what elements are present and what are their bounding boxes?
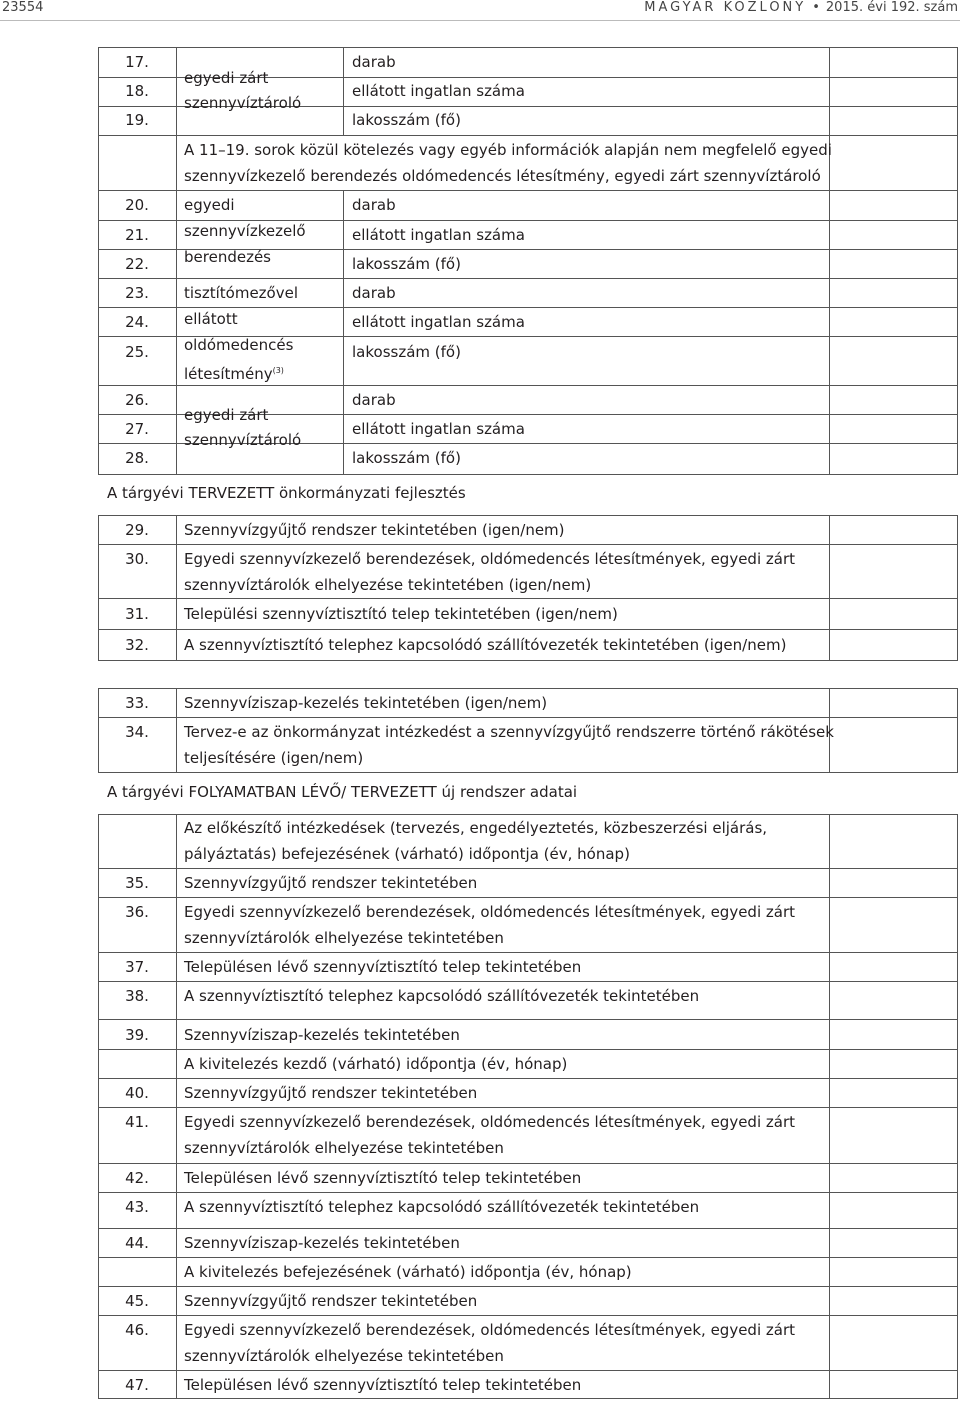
subheading: Az előkészítő intézkedések (tervezés, engedélyeztetés, közbeszerzési eljárás, bbox=[184, 819, 768, 837]
row-label: Szennyvíziszap-kezelés tekintetében (igen/nem) bbox=[184, 694, 548, 712]
row-number: 39. bbox=[125, 1026, 149, 1044]
note-line: A 11–19. sorok közül kötelezés vagy egyéb információk alapján nem megfelelő egyedi bbox=[184, 141, 832, 159]
row-label: darab bbox=[352, 53, 396, 71]
row-label: Tervez-e az önkormányzat intézkedést a szennyvízgyűjtő rendszerre történő rákötések bbox=[184, 723, 834, 741]
row-label: darab bbox=[352, 391, 396, 409]
row-divider bbox=[98, 1019, 958, 1020]
row-label: lakosszám (fő) bbox=[352, 449, 461, 467]
row-divider bbox=[98, 1228, 958, 1229]
row-divider bbox=[98, 952, 958, 953]
column-divider bbox=[176, 515, 177, 661]
row-label: Egyedi szennyvízkezelő berendezések, oldómedencés létesítmények, egyedi zárt bbox=[184, 1113, 795, 1131]
row-label: Szennyvíziszap-kezelés tekintetében bbox=[184, 1234, 460, 1252]
row-number: 26. bbox=[125, 391, 149, 409]
row-number: 37. bbox=[125, 958, 149, 976]
row-label: darab bbox=[352, 284, 396, 302]
row-label: szennyvíztárolók elhelyezése tekintetében bbox=[184, 1347, 504, 1365]
row-label: A szennyvíztisztító telephez kapcsolódó szállítóvezeték tekintetében (igen/nem) bbox=[184, 636, 787, 654]
row-divider bbox=[98, 1192, 958, 1193]
row-label: Szennyvízgyűjtő rendszer tekintetében bbox=[184, 1084, 478, 1102]
row-number: 43. bbox=[125, 1198, 149, 1216]
row-label: ellátott ingatlan száma bbox=[352, 226, 525, 244]
row-divider bbox=[98, 190, 958, 191]
row-label: darab bbox=[352, 196, 396, 214]
issue-number: 2015. évi 192. szám bbox=[825, 0, 958, 15]
row-number: 27. bbox=[125, 420, 149, 438]
row-label: Szennyvízgyűjtő rendszer tekintetében bbox=[184, 874, 478, 892]
section-title-ongoing: A tárgyévi FOLYAMATBAN LÉVŐ/ TERVEZETT új rendszer adatai bbox=[107, 783, 578, 801]
note-line: szennyvízkezelő berendezés oldómedencés létesítmény, egyedi zárt szennyvíztároló bbox=[184, 167, 821, 185]
row-number: 35. bbox=[125, 874, 149, 892]
row-label: ellátott ingatlan száma bbox=[352, 82, 525, 100]
column-divider bbox=[176, 688, 177, 773]
row-number: 18. bbox=[125, 82, 149, 100]
column-divider bbox=[829, 515, 830, 661]
row-label: szennyvíztárolók elhelyezése tekintetében (igen/nem) bbox=[184, 576, 592, 594]
column-divider bbox=[343, 190, 344, 475]
row-divider bbox=[98, 868, 958, 869]
row-number: 24. bbox=[125, 313, 149, 331]
group-label-23-25: oldómedencés bbox=[184, 336, 294, 354]
row-number: 22. bbox=[125, 255, 149, 273]
group-label-23-25: tisztítómezővel bbox=[184, 284, 299, 302]
row-number: 34. bbox=[125, 723, 149, 741]
row-number: 19. bbox=[125, 111, 149, 129]
row-number: 20. bbox=[125, 196, 149, 214]
row-number: 33. bbox=[125, 694, 149, 712]
row-number: 40. bbox=[125, 1084, 149, 1102]
row-label: Szennyvízgyűjtő rendszer tekintetében bbox=[184, 1292, 478, 1310]
row-number: 21. bbox=[125, 226, 149, 244]
row-label: szennyvíztárolók elhelyezése tekintetében bbox=[184, 1139, 504, 1157]
column-divider bbox=[829, 47, 830, 475]
row-label: lakosszám (fő) bbox=[352, 255, 461, 273]
row-divider bbox=[98, 1049, 958, 1050]
group-label-text: létesítmény bbox=[184, 365, 273, 383]
row-number: 36. bbox=[125, 903, 149, 921]
row-label: Településen lévő szennyvíztisztító telep tekintetében bbox=[184, 1169, 582, 1187]
group-label-23-25: ellátott bbox=[184, 310, 238, 328]
page-header bbox=[0, 0, 960, 22]
row-label: Egyedi szennyvízkezelő berendezések, oldómedencés létesítmények, egyedi zárt bbox=[184, 903, 795, 921]
row-divider bbox=[98, 981, 958, 982]
row-divider bbox=[98, 1257, 958, 1258]
row-number: 45. bbox=[125, 1292, 149, 1310]
row-divider bbox=[98, 897, 958, 898]
row-divider bbox=[98, 598, 958, 599]
row-label: lakosszám (fő) bbox=[352, 343, 461, 361]
page-number: 23554 bbox=[2, 0, 44, 15]
row-label: szennyvíztárolók elhelyezése tekintetében bbox=[184, 929, 504, 947]
row-number: 30. bbox=[125, 550, 149, 568]
column-divider bbox=[176, 47, 177, 475]
row-label: Településen lévő szennyvíztisztító telep tekintetében bbox=[184, 1376, 582, 1394]
row-divider bbox=[98, 544, 958, 545]
subheading: A kivitelezés befejezésének (várható) időpontja (év, hónap) bbox=[184, 1263, 632, 1281]
row-number: 32. bbox=[125, 636, 149, 654]
row-label: Településen lévő szennyvíztisztító telep tekintetében bbox=[184, 958, 582, 976]
row-label: Szennyvízgyűjtő rendszer tekintetében (igen/nem) bbox=[184, 521, 565, 539]
row-label: A szennyvíztisztító telephez kapcsolódó szállítóvezeték tekintetében bbox=[184, 1198, 700, 1216]
row-number: 42. bbox=[125, 1169, 149, 1187]
row-label: A szennyvíztisztító telephez kapcsolódó szállítóvezeték tekintetében bbox=[184, 987, 700, 1005]
subheading: A kivitelezés kezdő (várható) időpontja (év, hónap) bbox=[184, 1055, 568, 1073]
journal-title bbox=[644, 0, 958, 15]
row-number: 31. bbox=[125, 605, 149, 623]
row-divider bbox=[98, 717, 958, 718]
row-label: Települési szennyvíztisztító telep tekintetében (igen/nem) bbox=[184, 605, 618, 623]
row-number: 23. bbox=[125, 284, 149, 302]
row-label: Egyedi szennyvízkezelő berendezések, oldómedencés létesítmények, egyedi zárt bbox=[184, 1321, 795, 1339]
row-divider bbox=[98, 1370, 958, 1371]
group-label-17-19: egyedi zárt szennyvíztároló bbox=[184, 69, 302, 112]
footnote-marker: (3) bbox=[272, 366, 284, 375]
section-title-planned: A tárgyévi TERVEZETT önkormányzati fejlesztés bbox=[107, 484, 466, 502]
subheading: pályáztatás) befejezésének (várható) időpontja (év, hónap) bbox=[184, 845, 630, 863]
row-divider bbox=[98, 278, 958, 279]
row-number: 28. bbox=[125, 449, 149, 467]
row-number: 17. bbox=[125, 53, 149, 71]
row-divider bbox=[98, 1078, 958, 1079]
row-divider bbox=[98, 1315, 958, 1316]
row-number: 29. bbox=[125, 521, 149, 539]
row-divider bbox=[98, 629, 958, 630]
row-number: 44. bbox=[125, 1234, 149, 1252]
journal-name: MAGYAR KÖZLÖNY bbox=[644, 0, 807, 15]
row-number: 47. bbox=[125, 1376, 149, 1394]
group-label-20-22: szennyvízkezelő bbox=[184, 222, 306, 240]
row-number: 25. bbox=[125, 343, 149, 361]
row-label: lakosszám (fő) bbox=[352, 111, 461, 129]
row-number: 38. bbox=[125, 987, 149, 1005]
row-label: Szennyvíziszap-kezelés tekintetében bbox=[184, 1026, 460, 1044]
row-label: ellátott ingatlan száma bbox=[352, 420, 525, 438]
row-divider bbox=[98, 1107, 958, 1108]
row-divider bbox=[98, 1163, 958, 1164]
group-label-26-28: egyedi zárt szennyvíztároló bbox=[184, 406, 302, 449]
row-divider bbox=[98, 1286, 958, 1287]
row-number: 41. bbox=[125, 1113, 149, 1131]
row-label: Egyedi szennyvízkezelő berendezések, oldómedencés létesítmények, egyedi zárt bbox=[184, 550, 795, 568]
row-label: ellátott ingatlan száma bbox=[352, 313, 525, 331]
row-label: teljesítésére (igen/nem) bbox=[184, 749, 364, 767]
row-number: 46. bbox=[125, 1321, 149, 1339]
group-label-20-22: egyedi bbox=[184, 196, 235, 214]
group-label-20-22: berendezés bbox=[184, 248, 271, 266]
bullet-separator: • bbox=[812, 0, 820, 15]
row-divider bbox=[98, 135, 958, 136]
header-divider bbox=[0, 20, 960, 21]
group-label-23-25 bbox=[184, 358, 284, 387]
column-divider bbox=[343, 47, 344, 135]
